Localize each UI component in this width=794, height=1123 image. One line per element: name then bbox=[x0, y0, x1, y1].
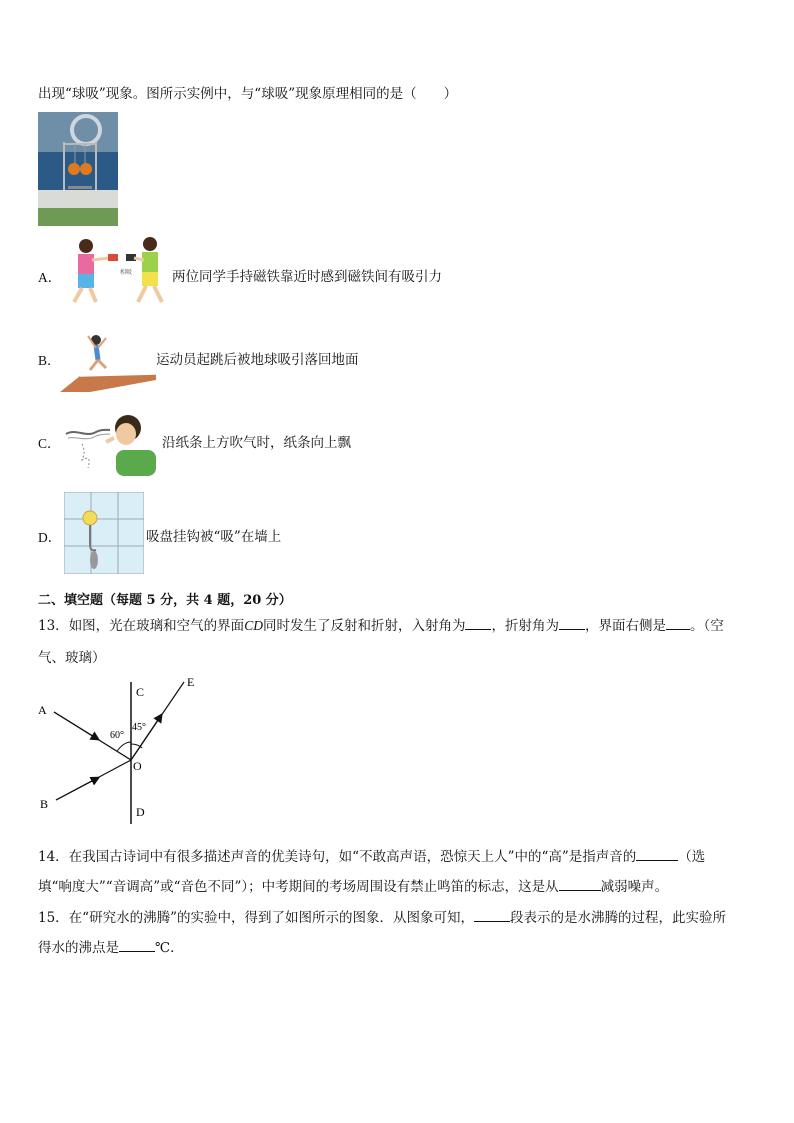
q13-part3: ，折射角为 bbox=[491, 618, 559, 634]
suction-hook-figure bbox=[64, 492, 144, 574]
angle-60-label: 60° bbox=[110, 730, 124, 741]
q15-text2: 段表示的是水沸腾的过程，此实验所 bbox=[509, 910, 726, 926]
label-a: A bbox=[38, 703, 47, 717]
section-heading: 二、填空题（每题 5 分，共 4 题，20 分） bbox=[38, 593, 292, 608]
q13-number: 13． bbox=[38, 618, 69, 634]
boiling-point-blank[interactable] bbox=[119, 939, 155, 952]
blowing-paper-figure bbox=[62, 404, 162, 476]
q14-text1: 14．在我国古诗词中有很多描述声音的优美诗句，如“不敢高声语，恐惊天上人”中的“高”是指声音的 bbox=[38, 849, 637, 865]
pitch-blank[interactable] bbox=[636, 848, 678, 861]
q15-text4: ℃． bbox=[155, 940, 184, 956]
q12-text: 出现“球吸”现象。图所示实例中，与“球吸”现象原理相同的是（ ） bbox=[38, 86, 458, 102]
noise-reduction-blank[interactable] bbox=[559, 878, 601, 891]
q13-part2: 同时发生了反射和折射，入射角为 bbox=[262, 618, 466, 634]
q14-text2: （选 bbox=[678, 849, 706, 865]
label-d: D bbox=[136, 805, 145, 819]
q15-text3: 得水的沸点是 bbox=[38, 940, 119, 956]
label-b: B bbox=[40, 797, 49, 811]
q13-line2: 气、玻璃） bbox=[38, 650, 106, 666]
q14-line1 bbox=[38, 845, 705, 865]
q13-part4: ，界面右侧是 bbox=[584, 618, 666, 634]
q13-cd: CD bbox=[244, 618, 263, 633]
q13-line1 bbox=[38, 614, 724, 634]
option-c-text: 沿纸条上方吹气时，纸条向上飘 bbox=[162, 435, 351, 451]
option-a-label: A． bbox=[38, 270, 62, 285]
ball-suck-photo bbox=[38, 112, 118, 226]
option-c-label: C． bbox=[38, 436, 61, 451]
q13-part5: 。（空 bbox=[689, 618, 724, 634]
option-a-text: 两位同学手持磁铁靠近时感到磁铁间有吸引力 bbox=[172, 269, 442, 285]
right-side-medium-blank[interactable] bbox=[666, 617, 690, 630]
label-o: O bbox=[133, 759, 142, 773]
label-c: C bbox=[136, 685, 145, 699]
label-e: E bbox=[187, 675, 195, 689]
attract-label: 相吸 bbox=[120, 270, 133, 276]
option-b-label: B． bbox=[38, 353, 61, 368]
angle-45-label: 45° bbox=[132, 722, 146, 733]
option-d-text: 吸盘挂钩被“吸”在墙上 bbox=[146, 529, 282, 545]
option-b-text: 运动员起跳后被地球吸引落回地面 bbox=[156, 352, 359, 368]
incidence-angle-blank[interactable] bbox=[465, 617, 491, 630]
jumping-athlete-figure bbox=[60, 330, 156, 392]
q15-line2 bbox=[38, 936, 184, 956]
magnet-kids-figure bbox=[64, 236, 168, 310]
q15-text1: 15．在“研究水的沸腾”的实验中，得到了如图所示的图象．从图象可知， bbox=[38, 910, 474, 926]
q14-text4: 减弱噪声。 bbox=[600, 879, 669, 895]
q15-line1 bbox=[38, 906, 726, 926]
refraction-angle-blank[interactable] bbox=[559, 617, 585, 630]
q14-line2 bbox=[38, 875, 668, 895]
q14-text3: 填“响度大”“音调高”或“音色不同”）；中考期间的考场周围设有禁止鸣笛的标志，这是从 bbox=[38, 879, 559, 895]
refraction-diagram bbox=[34, 674, 214, 830]
option-d-label: D． bbox=[38, 530, 62, 545]
q13-part1: 如图，光在玻璃和空气的界面 bbox=[68, 618, 245, 634]
boiling-segment-blank[interactable] bbox=[474, 909, 510, 922]
